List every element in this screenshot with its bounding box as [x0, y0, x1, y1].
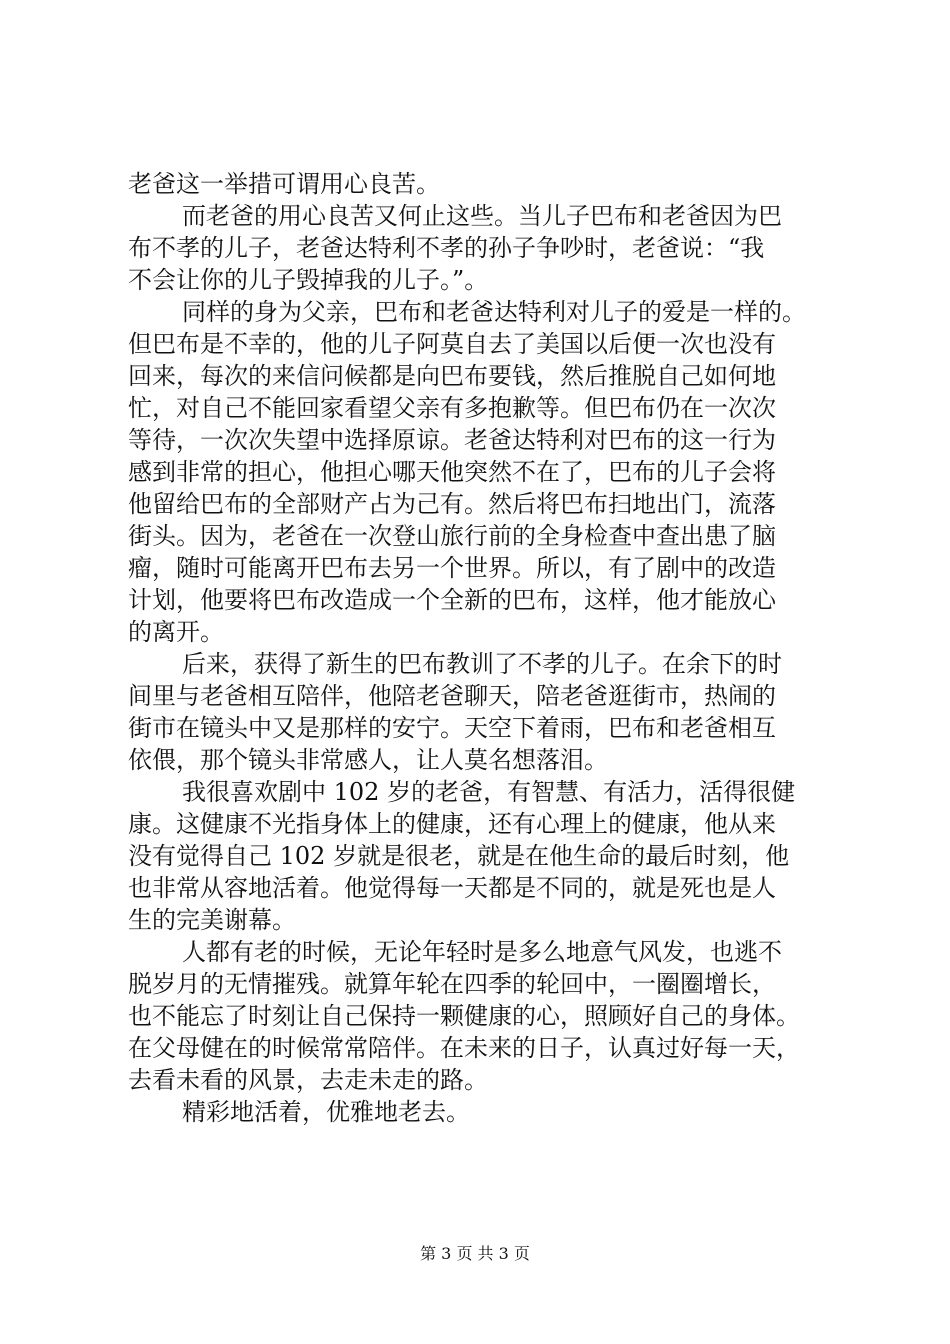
text-line: 他留给巴布的全部财产占为己有。然后将巴布扫地出门，流落 [128, 490, 776, 518]
text-line: 康。这健康不光指身体上的健康，还有心理上的健康，他从来 [128, 810, 776, 838]
text-line: 街头。因为，老爸在一次登山旅行前的全身检查中查出患了脑 [128, 522, 776, 550]
text-line: 街市在镜头中又是那样的安宁。天空下着雨，巴布和老爸相互 [128, 714, 776, 742]
text-line: 而老爸的用心良苦又何止这些。当儿子巴布和老爸因为巴 [182, 202, 782, 230]
text-line: 去看未看的风景，去走未走的路。 [128, 1066, 488, 1094]
document-body [128, 168, 838, 1128]
text-line: 在父母健在的时候常常陪伴。在未来的日子，认真过好每一天， [128, 1034, 800, 1062]
text-line: 依偎，那个镜头非常感人，让人莫名想落泪。 [128, 746, 608, 774]
text-line: 也非常从容地活着。他觉得每一天都是不同的，就是死也是人 [128, 874, 776, 902]
text-line: 人都有老的时候，无论年轻时是多么地意气风发，也逃不 [182, 938, 782, 966]
page-number-footer: 第 3 页 共 3 页 [420, 1244, 530, 1263]
text-line: 也不能忘了时刻让自己保持一颗健康的心，照顾好自己的身体。 [128, 1002, 800, 1030]
text-line: 我很喜欢剧中 102 岁的老爸，有智慧、有活力，活得很健 [182, 778, 796, 806]
text-line: 脱岁月的无情摧残。就算年轮在四季的轮回中，一圈圈增长， [128, 970, 776, 998]
text-line: 精彩地活着，优雅地老去。 [182, 1098, 470, 1126]
text-line: 老爸这一举措可谓用心良苦。 [128, 170, 440, 198]
text-line: 生的完美谢幕。 [128, 906, 296, 934]
text-line: 等待，一次次失望中选择原谅。老爸达特利对巴布的这一行为 [128, 426, 776, 454]
text-line: 布不孝的儿子，老爸达特利不孝的孙子争吵时，老爸说：“我 [128, 234, 765, 262]
text-line: 瘤，随时可能离开巴布去另一个世界。所以，有了剧中的改造 [128, 554, 776, 582]
text-line: 同样的身为父亲，巴布和老爸达特利对儿子的爱是一样的。 [182, 298, 806, 326]
text-line: 没有觉得自己 102 岁就是很老，就是在他生命的最后时刻，他 [128, 842, 790, 870]
text-line: 回来，每次的来信问候都是向巴布要钱，然后推脱自己如何地 [128, 362, 776, 390]
text-line: 间里与老爸相互陪伴，他陪老爸聊天，陪老爸逛街市，热闹的 [128, 682, 776, 710]
text-line: 但巴布是不幸的，他的儿子阿莫自去了美国以后便一次也没有 [128, 330, 776, 358]
text-line: 感到非常的担心，他担心哪天他突然不在了，巴布的儿子会将 [128, 458, 776, 486]
text-line: 的离开。 [128, 618, 224, 646]
text-line: 不会让你的儿子毁掉我的儿子。”。 [128, 266, 489, 294]
text-line: 后来，获得了新生的巴布教训了不孝的儿子。在余下的时 [182, 650, 782, 678]
text-line: 忙，对自己不能回家看望父亲有多抱歉等。但巴布仍在一次次 [128, 394, 776, 422]
text-line: 计划，他要将巴布改造成一个全新的巴布，这样，他才能放心 [128, 586, 776, 614]
